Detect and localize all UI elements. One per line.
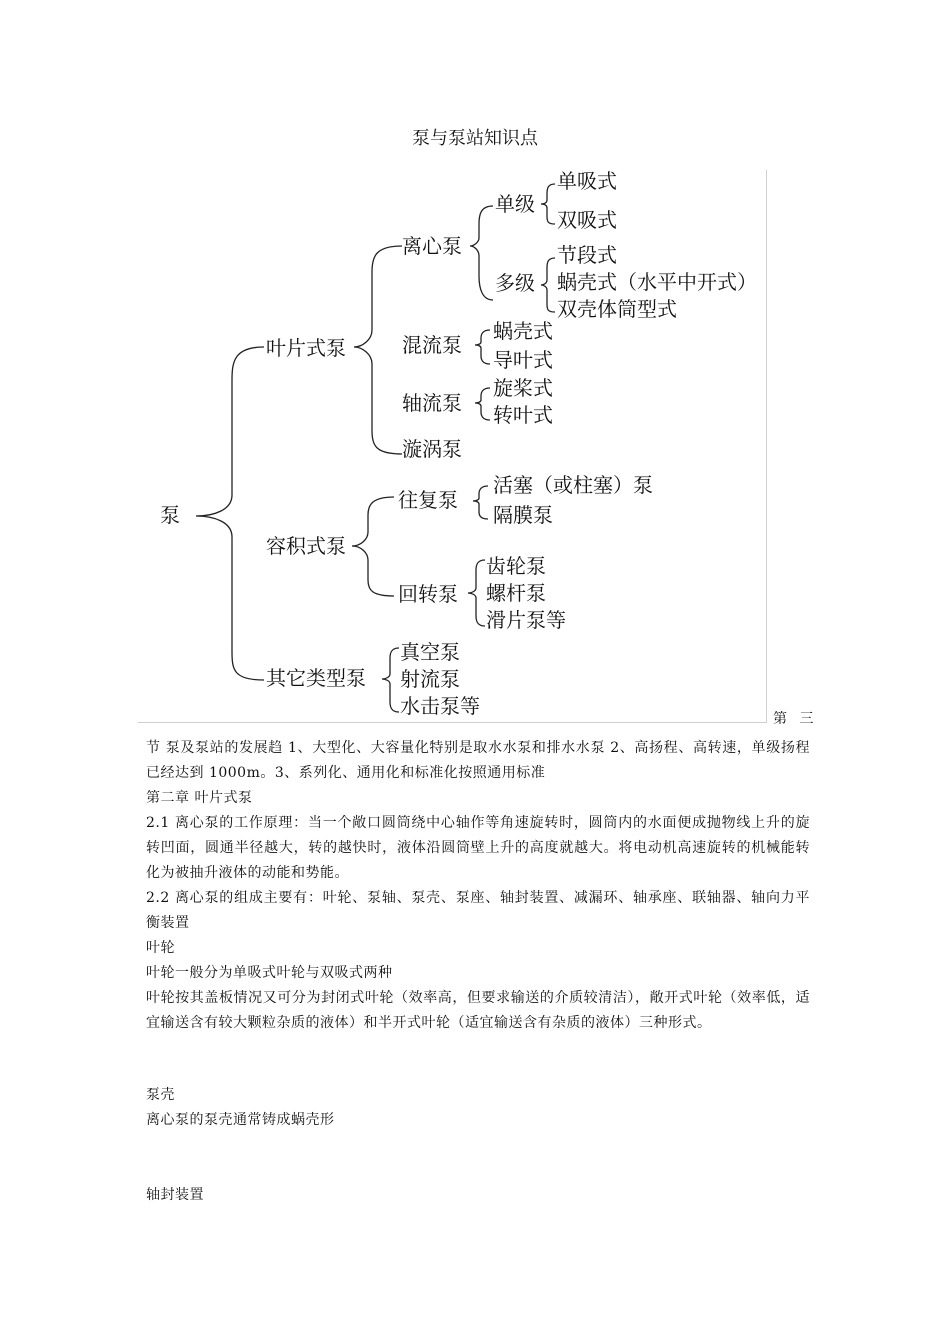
tree-node-double-suction: 双吸式 <box>557 208 617 232</box>
tree-node-piston: 活塞（或柱塞）泵 <box>493 473 653 497</box>
tree-node-reciprocating: 往复泵 <box>398 488 458 512</box>
paragraph-components: 2.2 离心泵的组成主要有：叶轮、泵轴、泵壳、泵座、轴封装置、减漏环、轴承座、联轴器、轴向力平衡装置 <box>146 890 810 931</box>
tree-node-jet: 射流泵 <box>400 667 460 691</box>
subheading-impeller: 叶轮 <box>146 940 175 956</box>
tree-node-water-hammer: 水击泵等 <box>400 694 480 718</box>
subheading-casing: 泵壳 <box>146 1087 175 1103</box>
tree-node-screw: 螺杆泵 <box>486 581 546 605</box>
tree-node-vane-pump: 叶片式泵 <box>266 336 346 360</box>
tree-node-root: 泵 <box>160 503 180 527</box>
tree-node-mf-volute: 蜗壳式 <box>493 319 553 343</box>
tree-node-other: 其它类型泵 <box>266 666 366 690</box>
subheading-shaft-seal: 轴封装置 <box>146 1187 204 1203</box>
tree-node-single-stage: 单级 <box>495 192 535 216</box>
tree-node-single-suction: 单吸式 <box>557 169 617 193</box>
paragraph-working-principle: 2.1 离心泵的工作原理：当一个敞口圆筒绕中心轴作等角速旋转时，圆筒内的水面便成抛物线上升的旋转凹面，圆通半径越大，转的越快时，液体沿圆筒壁上升的高度就越大。将电动机高速旋转的机械能转化为被抽升液体的动能和势能。 <box>146 815 810 881</box>
tree-node-gear: 齿轮泵 <box>486 554 546 578</box>
body-section-casing <box>146 1083 810 1133</box>
body-section-seal <box>146 1183 810 1208</box>
paragraph-casing: 离心泵的泵壳通常铸成蜗壳形 <box>146 1112 335 1128</box>
tree-node-vane-slide: 滑片泵等 <box>486 608 566 632</box>
body-section-main <box>146 736 810 1036</box>
tree-node-diaphragm: 隔膜泵 <box>493 503 553 527</box>
tree-node-mixed-flow: 混流泵 <box>402 333 462 357</box>
page-title: 泵与泵站知识点 <box>412 128 538 149</box>
section-number-fragment: 第 三 <box>773 711 818 727</box>
chapter-heading: 第二章 叶片式泵 <box>146 790 253 806</box>
tree-node-positive: 容积式泵 <box>266 534 346 558</box>
tree-node-vacuum: 真空泵 <box>400 640 460 664</box>
tree-node-rotary: 回转泵 <box>398 582 458 606</box>
paragraph-development-trends: 节 泵及泵站的发展趋 1、大型化、大容量化特别是取水水泵和排水水泵 2、高扬程、高转速，单级扬程已经达到 1000m。3、系列化、通用化和标准化按照通用标准 <box>146 740 810 781</box>
paragraph-impeller-types: 叶轮一般分为单吸式叶轮与双吸式两种 <box>146 965 393 981</box>
tree-node-af-rotor: 转叶式 <box>493 403 553 427</box>
paragraph-impeller-cover-types: 叶轮按其盖板情况又可分为封闭式叶轮（效率高，但要求输送的介质较清洁），敞开式叶轮（效率低，适宜输送含有较大颗粒杂质的液体）和半开式叶轮（适宜输送含有杂质的液体）三种形式。 <box>146 990 810 1031</box>
tree-node-volute-split: 蜗壳式（水平中开式） <box>557 270 757 294</box>
tree-node-centrifugal: 离心泵 <box>402 234 462 258</box>
tree-node-multi-stage: 多级 <box>495 271 535 295</box>
tree-node-axial-flow: 轴流泵 <box>402 391 462 415</box>
tree-node-vortex: 漩涡泵 <box>402 437 462 461</box>
tree-node-double-casing: 双壳体筒型式 <box>557 297 677 321</box>
tree-node-mf-guide: 导叶式 <box>493 348 553 372</box>
tree-node-segmental: 节段式 <box>557 243 617 267</box>
tree-node-af-propeller: 旋桨式 <box>493 376 553 400</box>
